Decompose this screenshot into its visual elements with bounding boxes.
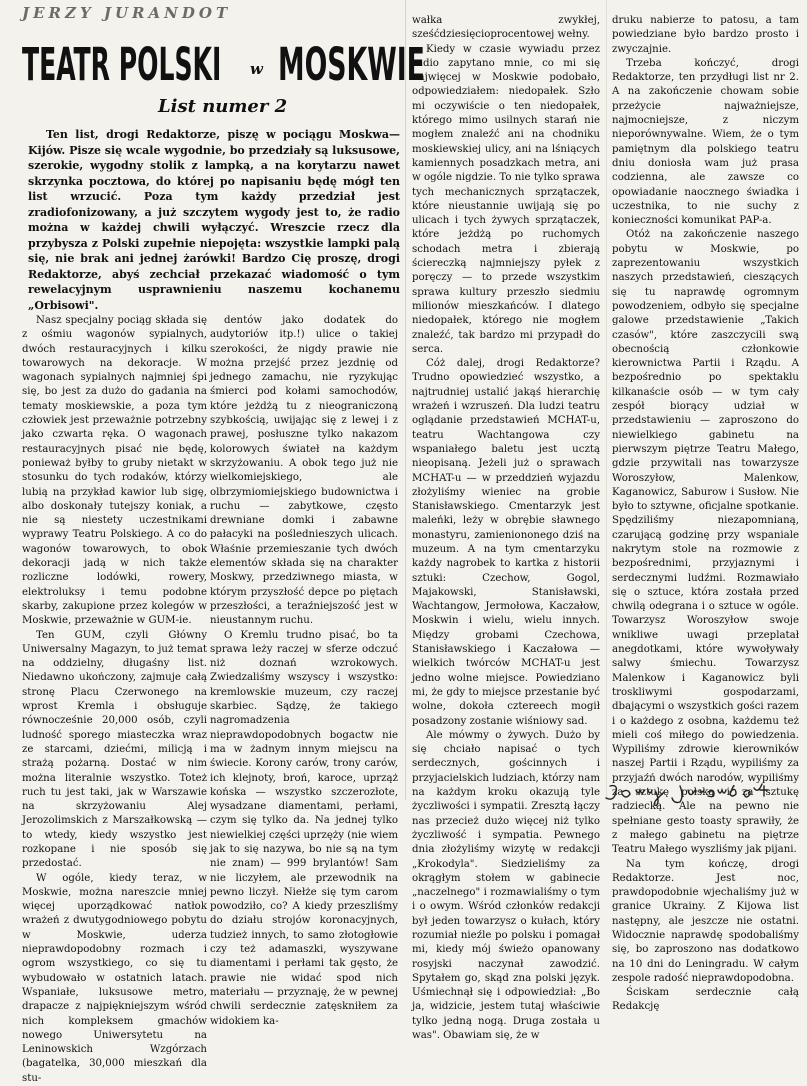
paragraph: Ale mówmy o żywych. Dużo by się chciało napisać o tych serdecznych, gościnnych i przyjacielskich ludziach, którzy nam na każdym kroku okazują tyle życzliwości i sympatii. Zresztą łączy nas przecież dużo więcej niż tylko życzliwość i sympatia. Pewnego dnia złożyliśmy wizytę w redakcji „Krokodyla". Siedzieliśmy za okrągłym stołem w gabinecie „naczelnego" i rozmawialiśmy o tym i o owym. Wśród członków redakcji był jeden towarzysz o kułach, który rozumiał nieźle po polsku i pomagał mi, kiedy mój świeżo opanowany rosyjski naczynał zawodzić. Spytałem go, skąd zna polski język. Uśmiechnął się i odpowiedział: „Bo ja, widzicie, jestem tutaj właściwie tylko jedną nogą. Druga została u was". Obawiam się, że w [412, 729, 600, 1042]
title-connector: w [250, 60, 263, 78]
paragraph: O Kremlu trudno pisać, bo ta sprawa leży raczej w sferze odczuć niż doznań wzrokowych. Zwiedzaliśmy wszyscy i wszystko: kremlowskie muzeum, czy raczej skarbiec. Sądzę, że takiego nagromadzenia nieprawdopodobnych bogactw nie ma w żadnym innym miejscu na świecie. Korony carów, trony carów, ich klejnoty, broń, karoce, uprząż końska — wszystko szczerozłote, wysadzane diamentami, perłami, czym się tylko da. Na jednej tylko niewielkiej części uprzęży (nie wiem jak to się nazywa, bo nie są na tym nie znam) — 999 brylantów! Sam nie liczyłem, ale przewodnik na pewno liczył. Niełże się tym carom powodziło, co? A kiedy przeszliśmy do działu strojów koronacyjnych, tudzież innych, to samo złotogłowie czy też adamaszki, wyszywane diamentami i perłami tak gęsto, że prawie nie widać spod nich materiału — przyznaję, że w pewnej chwili serdecznie zatęskniłem za widokiem ka- [210, 629, 398, 1027]
paragraph: Otóż na zakończenie naszego pobytu w Moskwie, po zaprezentowaniu wszystkich naszych przedstawień, cieszących się tu naprawdę ogromnym powodzeniem, odbyło się specjalne galowe przedstawienie „Takich czasów", które zaszczycili swą obecnością członkowie kierownictwa Partii i Rządu. A bezpośrednio po spektaklu kilkanaście osób — w tym cały zespół biorący udział w przedstawieniu — zaproszono do niewielkiego gabinetu na pierwszym piętrze Teatru Małego, gdzie przywitali nas towarzysze Woroszyłow, Malenkow, Kaganowicz, Saburow i Susłow. Nie było to sztywne, oficjalne spotkanie. Spędziliśmy niezapomnianą, czarującą godzinę przy wspaniale nakrytym stole na rozmowie z bezpośrednimi, przyjaznymi i serdecznymi ludźmi. Rozmawiało się o sztuce, która została przed chwilą odegrana i o sztuce w ogóle. Towarzysz Woroszyłow swoje wnikliwe uwagi przeplatał anegdotkami, które wywoływały salwy śmiechu. Towarzysz Malenkow i Kaganowicz byli troskliwymi gospodarzami, dbającymi o wszystkich gości razem i o każdego z osobna, każdemu też mieli coś miłego do powiedzenia. Wypiliśmy zdrowie kierowników naszej Partii i Rządu, wypiliśmy za przyjaźń dwóch narodów, wypiliśmy za sztukę polską i za sztukę radziecką. Ale na pewno nie spełniane gesto toasty sprawiły, że z małego gabinetu na piętrze Teatru Małego wyszliśmy jak pijani. [612, 229, 799, 856]
paragraph: Ten GUM, czyli Główny Uniwersalny Magazyn, to już temat na oddzielny, długaśny list. Niedawno ukończony, zajmuje całą stronę Placu Czerwonego na wprost Kremla i obsługuje równocześnie 20,000 osób, czyli ludność sporego miasteczka wraz ze starcami, dziećmi, milicją i strażą pożarną. Dostać w nim można literalnie wszystko. Toteż ruch tu jest taki, jak w Warszawie na skrzyżowaniu Alej Jerozolimskich z Marszałkowską — to wtedy, kiedy wszystko jest rozkopane i nie sposób się przedostać. [22, 629, 207, 870]
text-column-4 [612, 14, 799, 1015]
paragraph: Kiedy w czasie wywiadu przez radio zapytano mnie, co mi się najwięcej w Moskwie podobało, odpowiedziałem: niedopałek. Szło mi oczywiście o ten niedopałek, którego mimo usilnych starań nie mogłem znaleźć ani na chodniku moskiewskiej ulicy, ani na lśniących kamiennych posadzkach metra, ani w ogóle nigdzie. To nie tylko sprawa tych mechanicznych sprzątaczek, które nieustannie uwijają się po ulicach i tych żywych sprzątaczek, które jeżdżą po ruchomych schodach metra i zbierają ściereczką najmniejszy pyłek z poręczy — to przede wszystkim sprawa kultury przeszło siedmiu milionów mieszkańców. I dlatego niedopałek, którego nie mogłem znaleźć, tak bardzo mi przypadł do serca. [412, 43, 600, 355]
lead-paragraph: Ten list, drogi Redaktorze, piszę w pociągu Moskwa—Kijów. Pisze się wcale wygodnie, bo przedziały są luksusowe, szerokie, wygodny stolik z lampką, a na korytarzu nawet skrzynka pocztowa, do której po napisaniu będę mógł ten list wrzucić. Poza tym każdy przedział jest zradiofonizowany, a już szczytem wygody jest to, że radio można w każdej chwili wyłączyć. Wreszcie rzecz dla przybysza z Polski zupełnie niepojęta: wszystkie lampki palą się, nie brak ani jednej żarówki! Bardzo Cię proszę, drogi Redaktorze, abyś zechciał przekazać wiadomość o tym rewelacyjnym usprawnieniu naszemu kochanemu „Orbisowi". [28, 128, 400, 312]
title-part-2: MOSKWIE [278, 38, 425, 91]
paragraph: Nasz specjalny pociąg składa się z ośmiu wagonów sypialnych, dwóch restauracyjnych i kilku towarowych na dekoracje. W wagonach sypialnych najmniej śpi się, bo jest za dużo do gadania na tematy moskiewskie, a poza tym człowiek jest przeważnie potrzebny jako czwarta ręka. O wagonach restauracyjnych pisać nie będę, ponieważ byłby to gruby nietakt w stosunku do tych rodaków, którzy lubią na przykład kawior lub sigę, albo doskonały tutejszy koniak, a nie są niestety uczestnikami wyprawy Teatru Polskiego. A co do wagonów towarowych, to obok dekoracji jadą w nich także rozliczne lodówki, rowery, elektroluksy i temu podobne skarby, zakupione przez kolegów w Moskwie, przeważnie w GUM-ie. [22, 315, 207, 627]
paragraph: druku nabierze to patosu, a tam powiedziane było bardzo prosto i zwyczajnie. [612, 15, 799, 55]
author-byline: JERZY JURANDOT [22, 4, 232, 22]
text-column-2 [210, 314, 398, 1029]
text-column-1 [22, 314, 207, 1086]
article-subtitle: List numer 2 [158, 96, 288, 117]
text-column-3 [412, 14, 600, 1043]
paragraph: Cóż dalej, drogi Redaktorze? Trudno opowiedzieć wszystko, a najtrudniej ustalić jakąś hierarchię wrażeń i wzruszeń. Dla ludzi teatru oglądanie przedstawień MCHAT-u, teatru Wachtangowa czy wspaniałego baletu jest ucztą nieopisaną. Jeżeli już o sprawach MCHAT-u — w przeddzień wyjazdu złożyliśmy wieniec na grobie Stanisławskiego. Cmentarzyk jest maleńki, leży w obrębie sławnego monastyru, zamieniononego dziś na muzeum. A na tym cmentarzyku każdy nagrobek to kartka z historii sztuki: Czechow, Gogol, Majakowski, Stanisławski, Wachtangow, Jermołowa, Kaczałow, Moskwin i wielu, wielu innych. Między grobami Czechowa, Stanisławskiego i Kaczałowa — wielkich twórców MCHAT-u jest jedno wolne miejsce. Powiedziano mi, że gdy to miejsce przestanie być wolne, dokoła cztereech mogił posadzony zostanie wiśniowy sad. [412, 358, 600, 727]
paragraph: W ogóle, kiedy teraz, w Moskwie, można nareszcie mniej więcej uporządkować natłok wrażeń z dwutygodniowego pobytu w Moskwie, uderza nieprawdopodobny rozmach i ogrom wszystkiego, co się tu wybudowało w ostatnich latach. Wspaniałe, luksusowe metro, drapacze z najpiękniejszym wśród nich kompleksem gmachów nowego Uniwersytetu na Leninowskich Wzgórzach (bagatelka, 30,000 mieszkań dla stu- [22, 872, 207, 1084]
paragraph: dentów jako dodatek do audytoriów itp.!) ulice o takiej szerokości, że nigdy prawie nie można przejść przez jezdnię od jednego zamachu, nie ryzykując śmierci pod kołami samochodów, które jeżdżą tu z nieograniczoną szybkością, uwijając się z lewej i z prawej, posłuszne tylko nakazom kolorowych świateł na każdym skrzyżowaniu. A obok tego już nie wielkomiejskiego, ale olbrzymiomiejskiego budownictwa i ruchu — zabytkowe, często drewniane domki i zabawne pałacyki na poślednieszych ulicach. Właśnie przemieszanie tych dwóch elementów składa się na charakter Moskwy, przedziwnego miasta, w którym przyszłość depce po piętach przeszłości, a teraźniejszość jest w nieustannym ruchu. [210, 315, 398, 627]
column-rule [606, 0, 607, 800]
paragraph: wałka zwykłej, sześćdziesięcioprocentowej wełny. [412, 15, 600, 41]
column-rule [405, 0, 406, 800]
closing-line: Ściskam serdecznie całą Redakcję [612, 987, 799, 1013]
handwritten-signature [604, 782, 794, 806]
paragraph: Trzeba kończyć, drogi Redaktorze, ten przydługi list nr 2. A na zakończenie chowam sobie przeżycie najważniejsze, najmocniejsze, z niczym nieporównywalne. Wiem, że o tym pamiętnym dla polskiego teatru dniu doniosła wam już prasa codzienna, ale zawsze co opowiadanie naocznego świadka i uczestnika, to nie suchy z konieczności komunikat PAP-a. [612, 57, 799, 227]
title-part-1: TEATR POLSKI [22, 38, 222, 91]
paragraph: Na tym kończę, drogi Redaktorze. Jest noc, prawdopodobnie wjechaliśmy już w granice Ukrainy. Z Kijowa list następny, ale jeszcze nie ostatni. Widocznie naprawdę spodobaliśmy się, bo zaproszono nas dodatkowo na 10 dni do Leningradu. W całym zespole radość nieprawdopodobna. [612, 858, 799, 984]
article-title [22, 28, 425, 100]
